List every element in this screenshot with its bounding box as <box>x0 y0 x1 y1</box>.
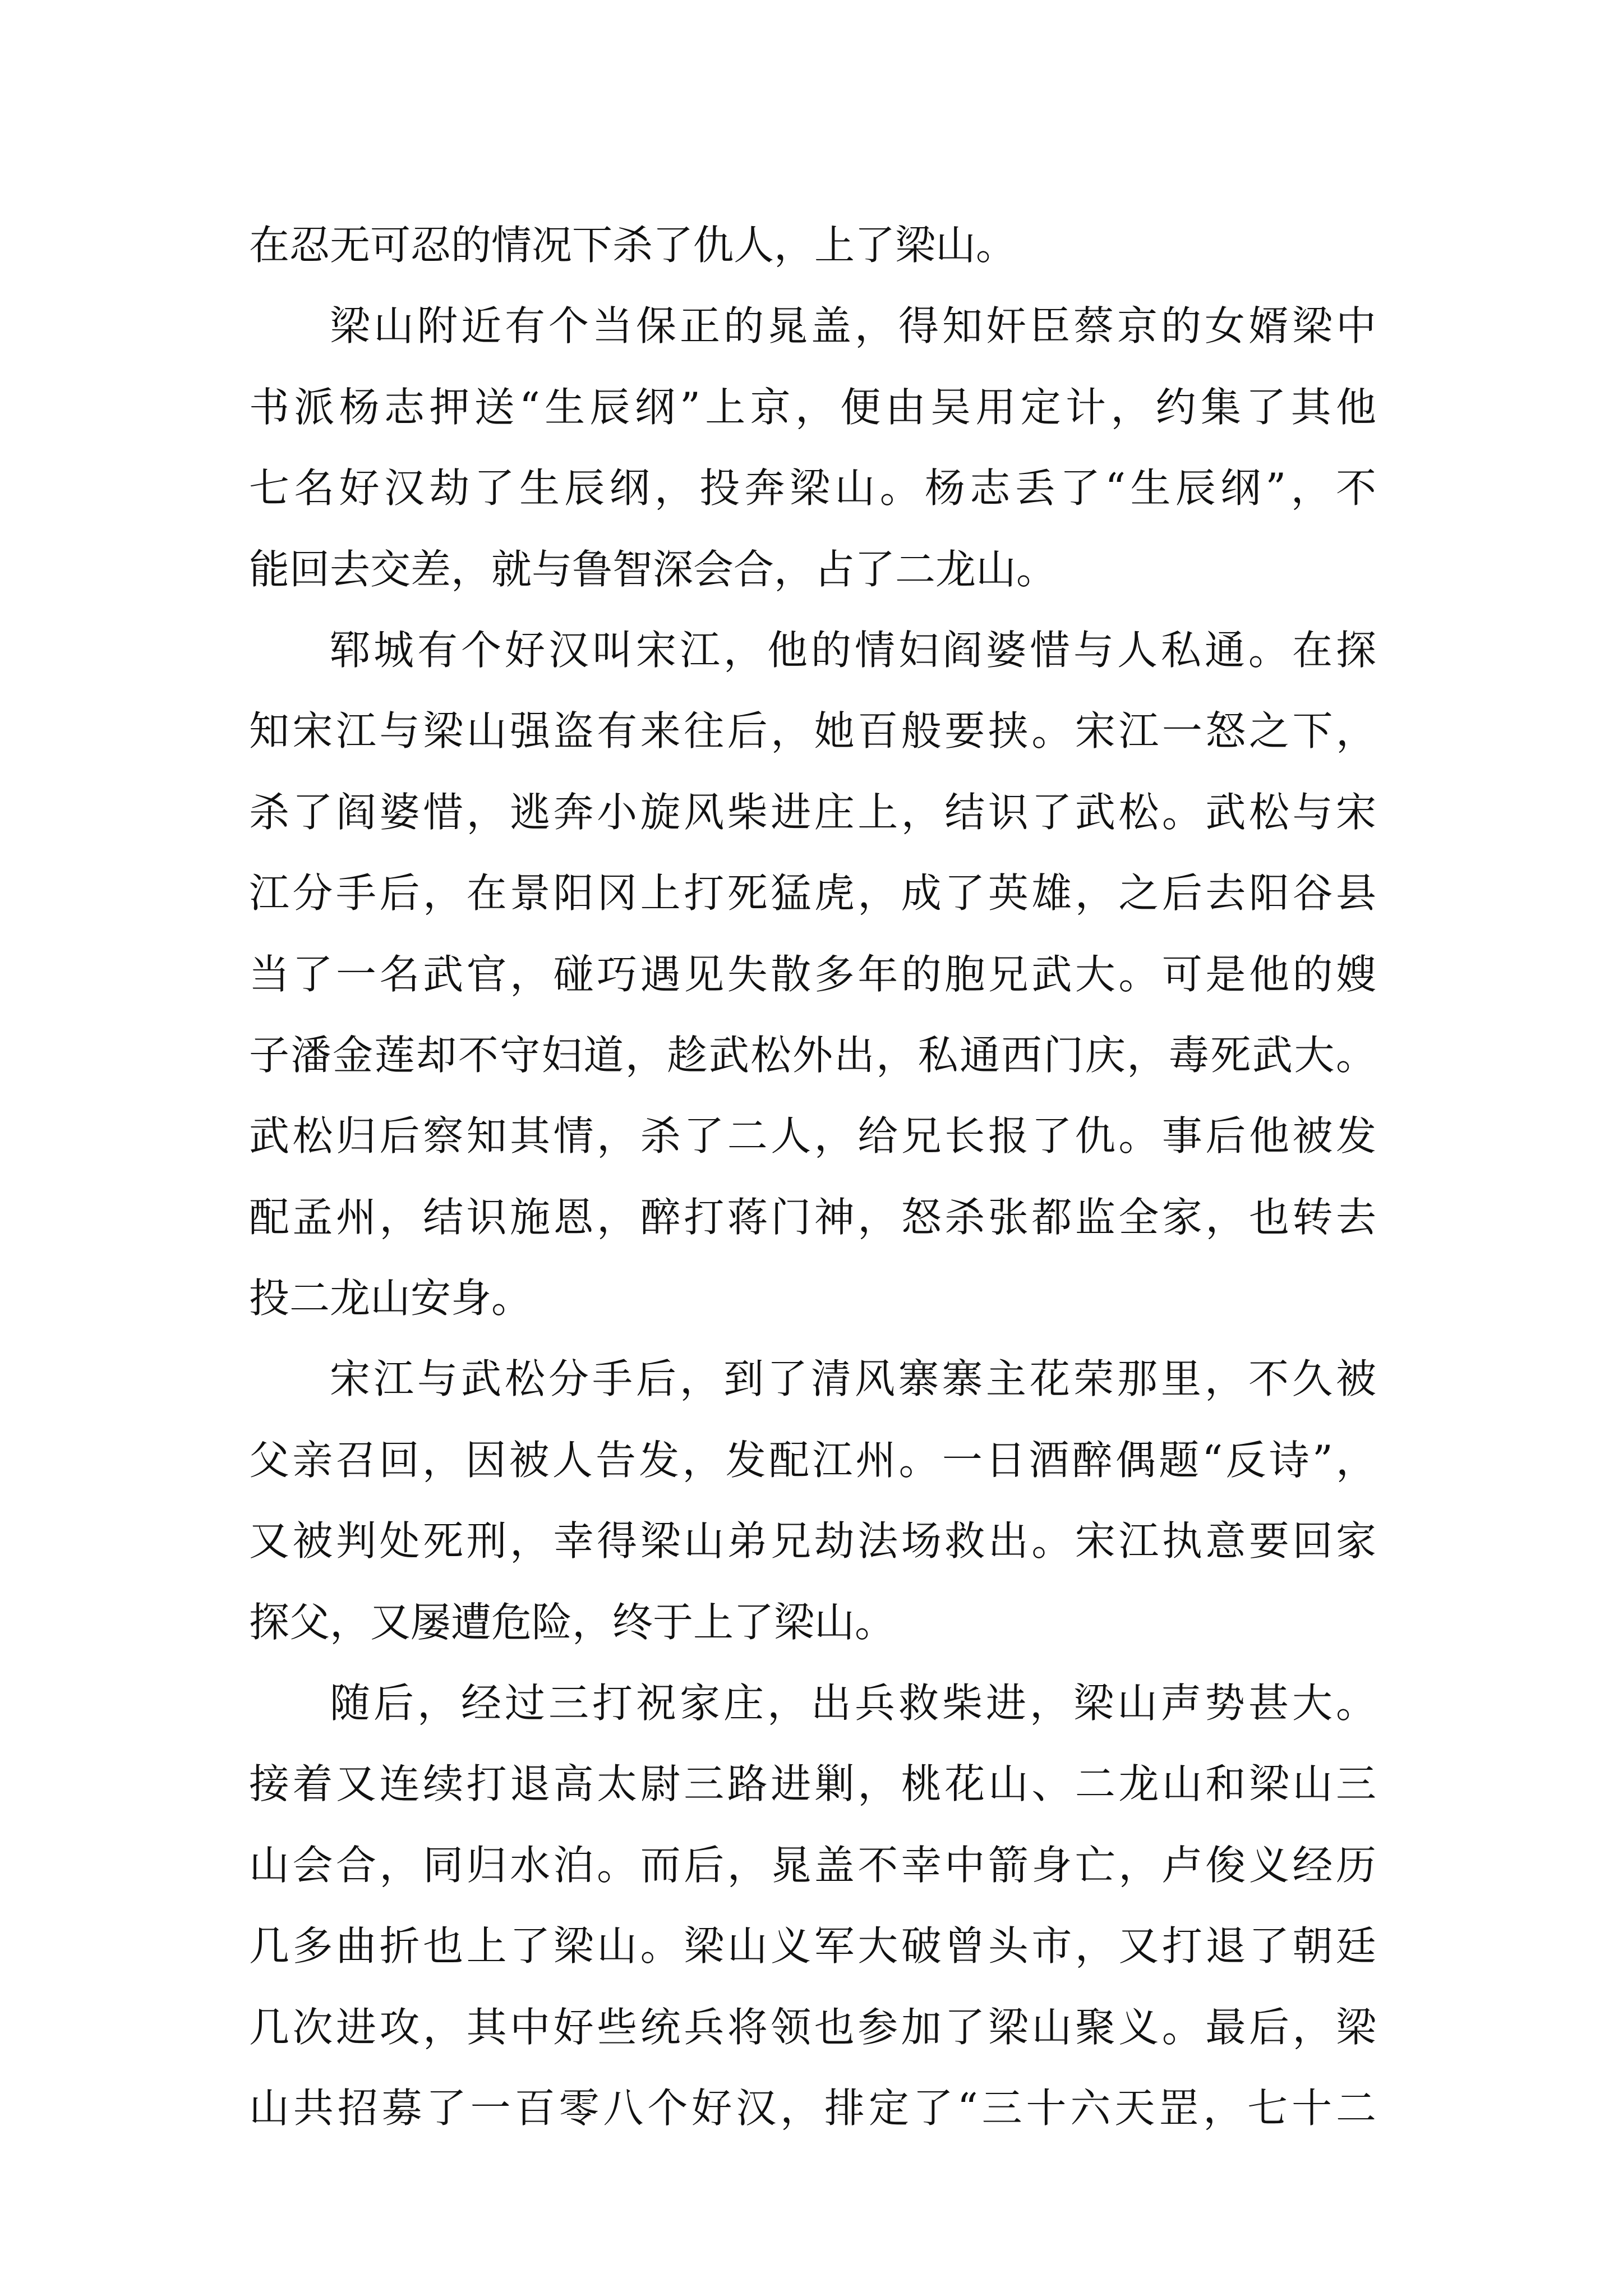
text-line: 江分手后，在景阳冈上打死猛虎，成了英雄，之后去阳谷县 <box>249 869 1376 917</box>
text-line: 宋江与武松分手后，到了清风寨寨主花荣那里，不久被 <box>330 1355 1376 1403</box>
text-line: 山共招募了一百零八个好汉，排定了“三十六天罡，七十二 <box>249 2084 1376 2132</box>
text-line: 又被判处死刑，幸得梁山弟兄劫法场救出。宋江执意要回家 <box>249 1517 1376 1565</box>
text-line: 接着又连续打退高太尉三路进剿，桃花山、二龙山和梁山三 <box>249 1760 1376 1808</box>
text-line: 七名好汉劫了生辰纲，投奔梁山。杨志丢了“生辰纲”，不 <box>249 464 1376 512</box>
text-line: 书派杨志押送“生辰纲”上京，便由吴用定计，约集了其他 <box>249 383 1376 431</box>
text-line: 在忍无可忍的情况下杀了仇人，上了梁山。 <box>249 222 1017 269</box>
text-line: 父亲召回，因被人告发，发配江州。一日酒醉偶题“反诗”， <box>249 1436 1376 1484</box>
text-line: 配孟州，结识施恩，醉打蒋门神，怒杀张都监全家，也转去 <box>249 1193 1376 1241</box>
text-line: 当了一名武官，碰巧遇见失散多年的胞兄武大。可是他的嫂 <box>249 950 1376 998</box>
text-line: 杀了阎婆惜，逃奔小旋风柴进庄上，结识了武松。武松与宋 <box>249 788 1376 836</box>
text-line: 子潘金莲却不守妇道，趁武松外出，私通西门庆，毒死武大。 <box>249 1031 1376 1079</box>
text-line: 几次进攻，其中好些统兵将领也参加了梁山聚义。最后，梁 <box>249 2003 1376 2051</box>
text-line: 郓城有个好汉叫宋江，他的情妇阎婆惜与人私通。在探 <box>330 626 1376 674</box>
text-line: 探父，又屡遭危险，终于上了梁山。 <box>249 1598 896 1646</box>
text-line: 随后，经过三打祝家庄，出兵救柴进，梁山声势甚大。 <box>330 1680 1376 1727</box>
text-line: 梁山附近有个当保正的晁盖，得知奸臣蔡京的女婿梁中 <box>330 302 1376 350</box>
body-text <box>249 205 1376 2148</box>
text-line: 武松归后察知其情，杀了二人，给兄长报了仇。事后他被发 <box>249 1112 1376 1160</box>
text-line: 能回去交差，就与鲁智深会合，占了二龙山。 <box>249 545 1057 593</box>
text-line: 知宋江与梁山强盗有来往后，她百般要挟。宋江一怒之下， <box>249 707 1376 755</box>
text-line: 几多曲折也上了梁山。梁山义军大破曾头市，又打退了朝廷 <box>249 1922 1376 1970</box>
text-line: 山会合，同归水泊。而后，晁盖不幸中箭身亡，卢俊义经历 <box>249 1841 1376 1889</box>
text-line: 投二龙山安身。 <box>249 1274 532 1322</box>
